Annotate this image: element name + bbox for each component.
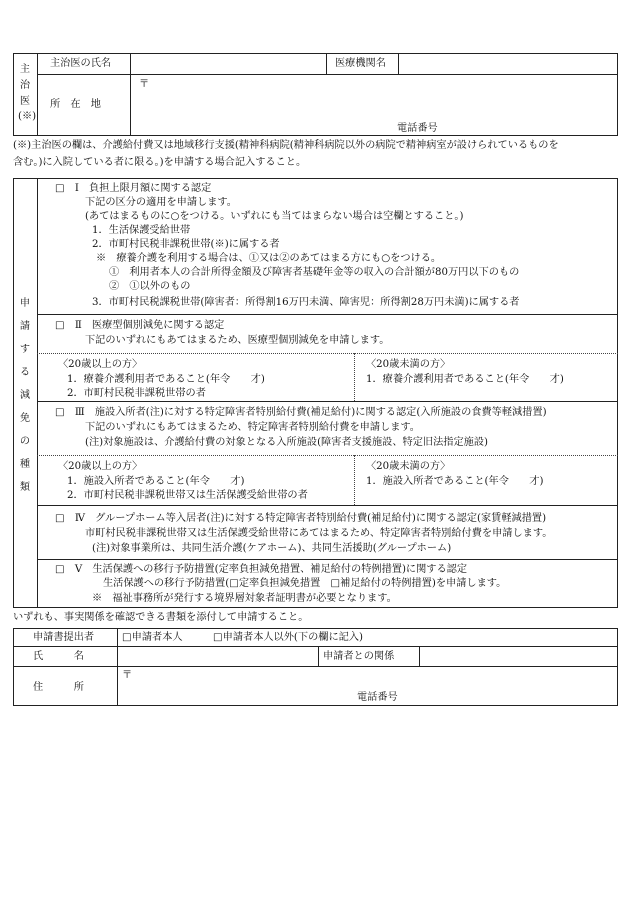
- divider: [318, 646, 319, 666]
- submitter-name-label: 氏 名: [33, 651, 84, 662]
- section-1-line: 下記の区分の適用を申請します。: [85, 197, 237, 208]
- dotted-divider: [37, 353, 618, 354]
- divider: [37, 559, 618, 560]
- divider: [37, 53, 38, 136]
- institution-field[interactable]: [399, 54, 617, 74]
- divider: [37, 178, 38, 608]
- section-1-option[interactable]: ① 利用者本人の合計所得金額及び障害者基礎年金等の収入の合計額が80万円以下のもの: [109, 267, 520, 278]
- submitter-label: 申請書提出者: [33, 632, 95, 643]
- postal-mark: 〒: [122, 670, 133, 681]
- phone-label: 電話番号: [397, 123, 438, 134]
- section-2-left-item: 2．市町村民税非課税世帯の者: [67, 388, 206, 399]
- section-2-right-title: 〈20歳未満の方〉: [366, 359, 451, 370]
- section-5-line[interactable]: 生活保護への移行予防措置(□定率負担減免措置 □補足給付の特例措置)を申請します。: [103, 578, 507, 589]
- section-2-right-item: 1．療養介護利用者であること(年令 才): [366, 374, 564, 385]
- types-side-label: 申請する減免の種類: [19, 298, 31, 493]
- submitter-other-checkbox[interactable]: □申請者本人以外(下の欄に記入): [213, 632, 364, 643]
- doctor-side-label: 主治医(※): [18, 64, 37, 123]
- section-1-heading[interactable]: □ Ⅰ 負担上限月額に関する認定: [55, 183, 212, 194]
- relation-field[interactable]: [420, 647, 617, 665]
- divider: [37, 401, 618, 402]
- section-1-line: (あてはまるものに○をつける。いずれにも当てはまらない場合は空欄とすること。): [85, 211, 464, 222]
- doctor-name-label: 主治医の氏名: [50, 58, 112, 69]
- section-3-left-title: 〈20歳以上の方〉: [58, 461, 143, 472]
- submitter-self-checkbox[interactable]: □申請者本人: [122, 632, 183, 643]
- section-2-left-item: 1．療養介護利用者であること(年令 才): [67, 374, 265, 385]
- section-2-line: 下記のいずれにもあてはまるため、医療型個別減免を申請します。: [85, 335, 390, 346]
- dotted-divider: [354, 353, 355, 401]
- phone-label: 電話番号: [357, 692, 398, 703]
- submitter-address-label: 住 所: [33, 682, 84, 693]
- divider: [37, 314, 618, 315]
- doctor-address-field[interactable]: [131, 75, 617, 135]
- dotted-divider: [354, 455, 355, 505]
- section-1-line: ※ 療養介護を利用する場合は、①又は②のあてはまる方にも○をつける。: [96, 253, 442, 264]
- section-1-option[interactable]: 1．生活保護受給世帯: [92, 225, 191, 236]
- section-3-right-item: 1．施設入所者であること(年令 才): [366, 476, 544, 487]
- doctor-note-line1: (※)主治医の欄は、介護給付費又は地域移行支援(精神科病院(精神科病院以外の病院で精神病室が設けられているものを: [13, 140, 559, 151]
- section-1-option[interactable]: ② ①以外のもの: [109, 281, 191, 292]
- dotted-divider: [37, 455, 618, 456]
- section-4-line: 市町村民税非課税世帯又は生活保護受給世帯にあてはまるため、特定障害者特別給付費を申請します。: [85, 528, 553, 539]
- section-5-line: ※ 福祉事務所が発行する境界層対象者証明書が必要となります。: [92, 593, 397, 604]
- postal-mark: 〒: [139, 79, 150, 90]
- section-1-option[interactable]: 3．市町村民税課税世帯(障害者：所得割16万円未満、障害児：所得割28万円未満)に属する者: [92, 297, 520, 308]
- relation-label: 申請者との関係: [323, 651, 395, 662]
- section-2-left-title: 〈20歳以上の方〉: [58, 359, 143, 370]
- section-3-right-title: 〈20歳未満の方〉: [366, 461, 451, 472]
- section-3-heading[interactable]: □ Ⅲ 施設入所者(注)に対する特定障害者特別給付費(補足給付)に関する認定(入所施設の食費等軽減措置): [55, 407, 547, 418]
- section-5-heading[interactable]: □ Ⅴ 生活保護への移行予防措置(定率負担減免措置、補足給付の特例措置)に関する認定: [55, 564, 468, 575]
- doctor-address-label: 所 在 地: [50, 99, 101, 110]
- divider: [326, 53, 327, 74]
- doctor-note-line2: 含む。)に入院している者に限る。)を申請する場合記入すること。: [13, 157, 307, 168]
- section-3-left-item: 1．施設入所者であること(年令 才): [67, 476, 245, 487]
- submitter-name-field[interactable]: [118, 647, 317, 665]
- section-3-left-item: 2．市町村民税非課税世帯又は生活保護受給世帯の者: [67, 490, 308, 501]
- institution-label: 医療機関名: [335, 58, 386, 69]
- doctor-name-field[interactable]: [131, 54, 325, 74]
- divider: [37, 505, 618, 506]
- section-2-heading[interactable]: □ Ⅱ 医療型個別減免に関する認定: [55, 320, 225, 331]
- section-3-line: (注)対象施設は、介護給付費の対象となる入所施設(障害者支援施設、特定旧法指定施設): [85, 437, 489, 448]
- attach-note: いずれも、事実関係を確認できる書類を添付して申請すること。: [13, 612, 309, 623]
- section-1-option[interactable]: 2．市町村民税非課税世帯(※)に属する者: [92, 239, 280, 250]
- section-4-line: (注)対象事業所は、共同生活介護(ケアホーム)、共同生活援助(グループホーム): [92, 543, 452, 554]
- section-4-heading[interactable]: □ Ⅳ グループホーム等入居者(注)に対する特定障害者特別給付費(補足給付)に関する認定(家賃軽減措置): [55, 513, 547, 524]
- section-3-line: 下記のいずれにもあてはまるため、特定障害者特別給付費を申請します。: [85, 422, 420, 433]
